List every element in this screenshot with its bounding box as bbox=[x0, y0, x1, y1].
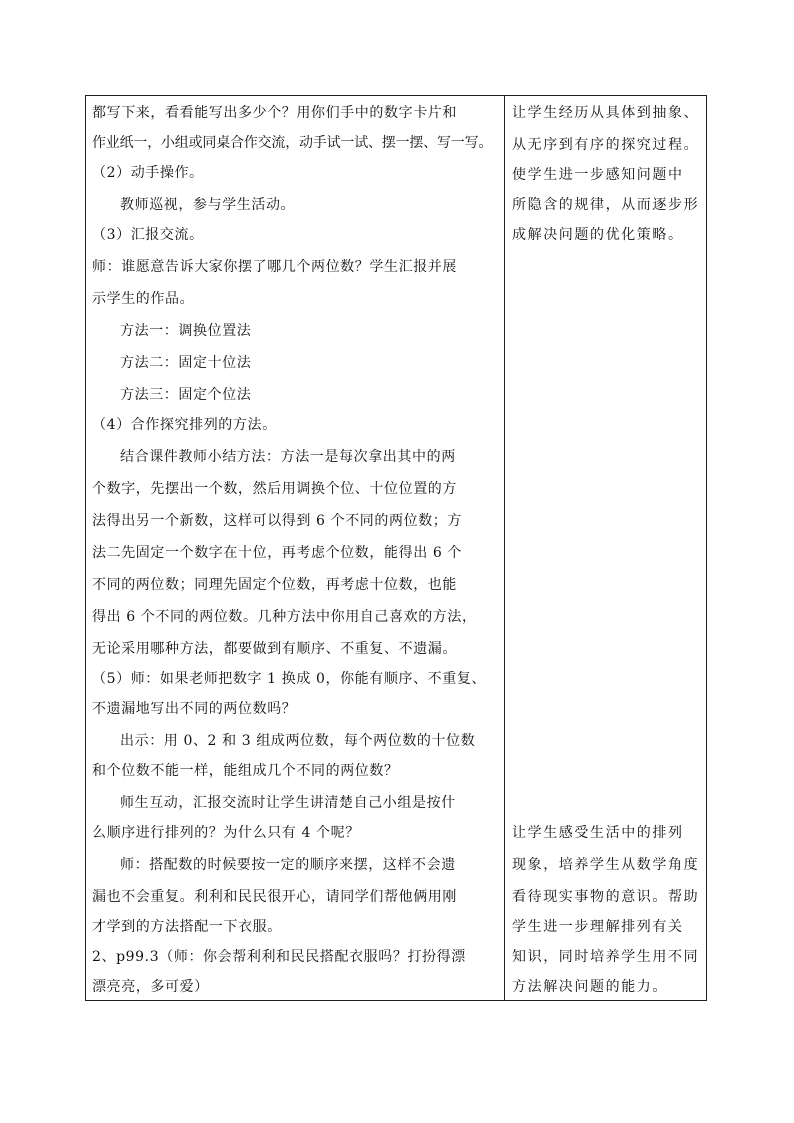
text-line: 么顺序进行排列的？为什么只有 4 个呢？ bbox=[92, 825, 360, 841]
text-line: 出示：用 0、2 和 3 组成两位数，每个两位数的十位数 bbox=[120, 733, 476, 749]
intent-line: 使学生进一步感知问题中 bbox=[512, 167, 684, 183]
text-line: 漂亮亮，多可爱） bbox=[92, 979, 209, 995]
text-line: 不同的两位数；同理先固定个位数，再考虑十位数，也能 bbox=[92, 577, 457, 593]
text-line: 得出 6 个不同的两位数。几种方法中你用自己喜欢的方法， bbox=[92, 609, 477, 625]
intent-line: 成解决问题的优化策略。 bbox=[512, 227, 684, 243]
text-line: （5）师：如果老师把数字 1 换成 0，你能有顺序、不重复、 bbox=[92, 671, 487, 687]
text-line: 示学生的作品。 bbox=[92, 291, 195, 307]
text-line: 和个位数不能一样，能组成几个不同的两位数？ bbox=[92, 763, 399, 779]
text-line: 才学到的方法搭配一下衣服。 bbox=[92, 919, 282, 935]
text-line: 师生互动，汇报交流时让学生讲清楚自己小组是按什 bbox=[120, 795, 456, 811]
text-line: （2）动手操作。 bbox=[92, 165, 204, 181]
text-line: （4）合作探究排列的方法。 bbox=[92, 417, 277, 433]
text-line: 漏也不会重复。利利和民民很开心，请同学们帮他俩用刚 bbox=[92, 889, 457, 905]
text-line: 无论采用哪种方法，都要做到有顺序、不重复、不遗漏。 bbox=[92, 641, 457, 657]
text-line: 教师巡视，参与学生活动。 bbox=[120, 197, 296, 213]
text-line: 2、p99.3（师：你会帮利利和民民搭配衣服吗？打扮得漂 bbox=[92, 949, 466, 965]
text-line: 不遗漏地写出不同的两位数吗？ bbox=[92, 701, 297, 717]
text-line: 法得出另一个新数，这样可以得到 6 个不同的两位数；方 bbox=[92, 513, 463, 529]
text-line: 方法三：固定个位法 bbox=[120, 387, 252, 403]
text-line: （3）汇报交流。 bbox=[92, 227, 204, 243]
intent-line: 让学生感受生活中的排列 bbox=[512, 825, 684, 841]
text-line: 作业纸一，小组或同桌合作交流，动手试一试、摆一摆、写一写。 bbox=[92, 135, 493, 151]
intent-line: 从无序到有序的探究过程。 bbox=[512, 137, 700, 153]
text-line: 方法一：调换位置法 bbox=[120, 323, 252, 339]
intent-line: 所隐含的规律，从而逐步形 bbox=[512, 197, 700, 213]
text-line: 方法二：固定十位法 bbox=[120, 355, 252, 371]
text-line: 个数字，先摆出一个数，然后用调换个位、十位位置的方 bbox=[92, 481, 457, 497]
text-line: 法二先固定一个数字在十位，再考虑个位数，能得出 6 个 bbox=[92, 545, 463, 561]
intent-line: 现象，培养学生从数学角度 bbox=[512, 857, 700, 873]
text-line: 都写下来，看看能写出多少个？用你们手中的数字卡片和 bbox=[92, 105, 457, 121]
lesson-table bbox=[85, 95, 707, 1001]
intent-line: 学生进一步理解排列有关 bbox=[512, 919, 684, 935]
intent-line: 看待现实事物的意识。帮助 bbox=[512, 889, 700, 905]
column-divider bbox=[504, 96, 505, 1000]
text-line: 师：谁愿意告诉大家你摆了哪几个两位数？学生汇报并展 bbox=[92, 259, 457, 275]
text-line: 师：搭配数的时候要按一定的顺序来摆，这样不会遗 bbox=[120, 857, 456, 873]
intent-line: 方法解决问题的能力。 bbox=[512, 979, 668, 995]
intent-line: 知识，同时培养学生用不同 bbox=[512, 949, 700, 965]
text-line: 结合课件教师小结方法：方法一是每次拿出其中的两 bbox=[120, 449, 456, 465]
intent-line: 让学生经历从具体到抽象、 bbox=[512, 105, 700, 121]
